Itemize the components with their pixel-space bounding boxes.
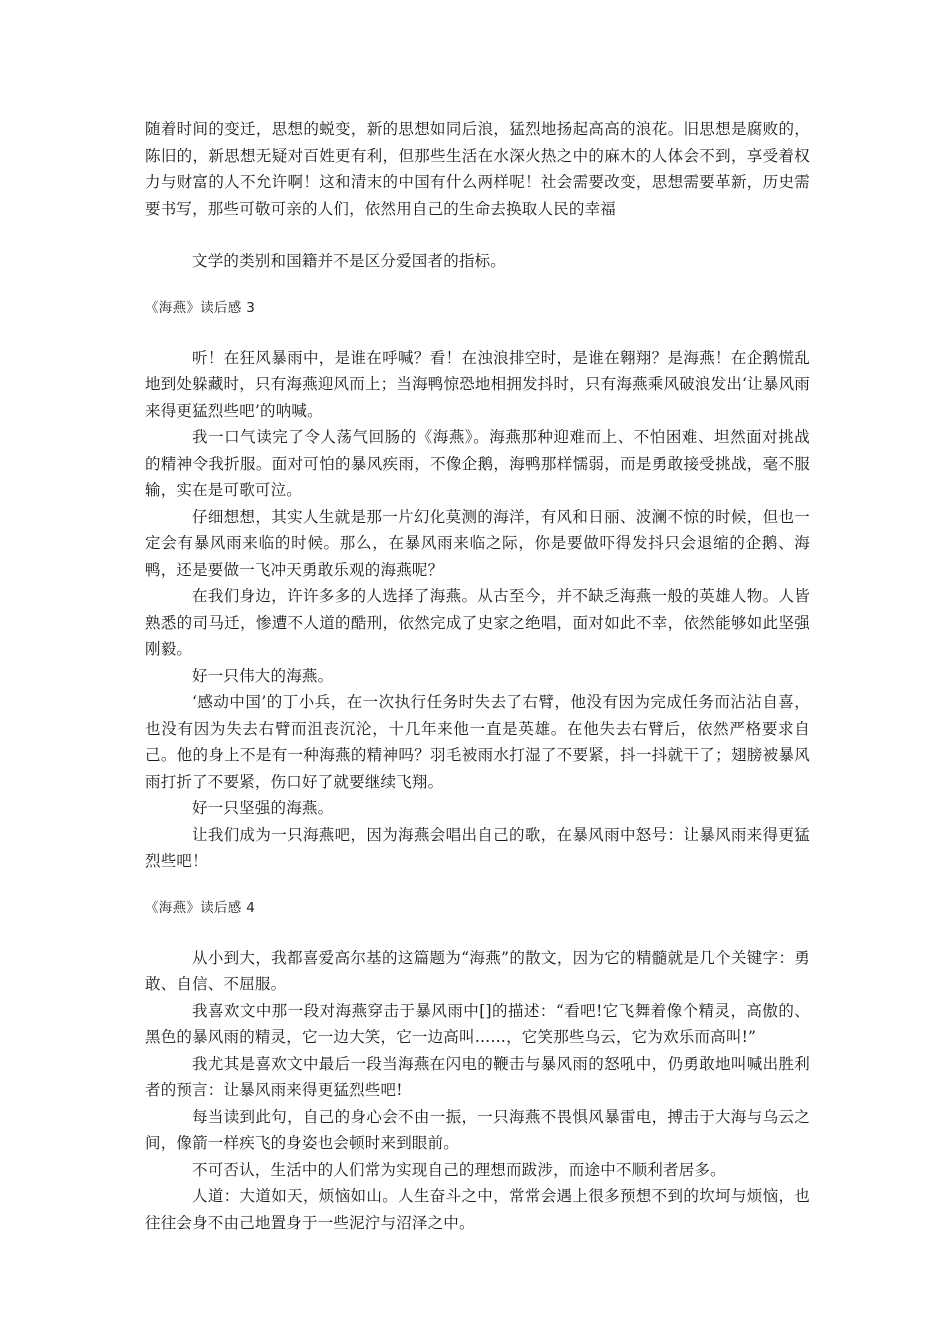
body-paragraph: ‘感动中国’的丁小兵，在一次执行任务时失去了右臂，他没有因为完成任务而沾沾自喜，也没有因为失去右臂而沮丧沉沦，十几年来他一直是英雄。在他失去右臂后，依然严格要求自己。他的身上不是有一种海燕的精神吗？羽毛被雨水打湿了不要紧，抖一抖就干了；翅膀被暴风雨打折了不要紧，伤口好了就要继续飞翔。 xyxy=(145,693,810,791)
body-paragraph: 好一只坚强的海燕。 xyxy=(192,799,334,817)
body-paragraph: 人道：大道如天，烦恼如山。人生奋斗之中，常常会遇上很多预想不到的坎坷与烦恼，也往往会身不由己地置身于一些泥泞与沼泽之中。 xyxy=(145,1187,810,1232)
section-heading: 《海燕》读后感 3 xyxy=(145,299,256,316)
body-paragraph: 仔细想想，其实人生就是那一片幻化莫测的海洋，有风和日丽、波澜不惊的时候，但也一定会有暴风雨来临的时候。那么，在暴风雨来临之际，你是要做吓得发抖只会退缩的企鹅、海鸭，还是要做一飞冲天勇敢乐观的海燕呢？ xyxy=(145,507,810,579)
spacer xyxy=(145,319,810,345)
body-paragraph: 不可否认，生活中的人们常为实现自己的理想而跋涉，而途中不顺利者居多。 xyxy=(192,1160,726,1179)
body-paragraph: 我一口气读完了令人荡气回肠的《海燕》。海燕那种迎难而上、不怕困难、坦然面对挑战的精神令我折服。面对可怕的暴风疾雨，不像企鹅，海鸭那样懦弱，而是勇敢接受挑战，毫不服输，实在是可歌可泣。 xyxy=(145,428,810,499)
body-paragraph: 我尤其是喜欢文中最后一段当海燕在闪电的鞭击与暴风雨的怒吼中，仍勇敢地叫喊出胜利者的预言：让暴风雨来得更猛烈些吧! xyxy=(145,1054,810,1099)
body-paragraph: 我喜欢文中那一段对海燕穿击于暴风雨中[]的描述：“看吧!它飞舞着像个精灵，高傲的、黑色的暴风雨的精灵，它一边大笑，它一边高叫……，它笑那些乌云，它为欢乐而高叫!” xyxy=(145,1001,810,1046)
spacer xyxy=(145,875,810,897)
section-4 xyxy=(145,897,810,1237)
body-paragraph: 让我们成为一只海燕吧，因为海燕会唱出自己的歌，在暴风雨中怒号：让暴风雨来得更猛烈些吧！ xyxy=(145,825,810,870)
spacer xyxy=(145,919,810,945)
spacer xyxy=(145,222,810,248)
body-paragraph: 好一只伟大的海燕。 xyxy=(192,666,334,685)
body-paragraph: 听！在狂风暴雨中，是谁在呼喊？看！在浊浪排空时，是谁在翱翔？是海燕！在企鹅慌乱地到处躲藏时，只有海燕迎风而上；当海鸭惊恐地相拥发抖时，只有海燕乘风破浪发出‘让暴风雨来得更猛烈些吧’的呐喊。 xyxy=(145,348,810,420)
section-3 xyxy=(145,297,810,875)
intro-paragraph: 文学的类别和国籍并不是区分爱国者的指标。 xyxy=(192,252,507,270)
intro-paragraph: 随着时间的变迁，思想的蜕变，新的思想如同后浪，猛烈地扬起高高的浪花。旧思想是腐败的，陈旧的，新思想无疑对百姓更有利，但那些生活在水深火热之中的麻木的人体会不到，享受着权力与财富的人不允许啊！这和清末的中国有什么两样呢！社会需要改变，思想需要革新，历史需要书写，那些可敬可亲的人们，依然用自己的生命去换取人民的幸福 xyxy=(145,120,810,218)
body-paragraph: 每当读到此句，自己的身心会不由一振，一只海燕不畏惧风暴雷电，搏击于大海与乌云之间，像箭一样疾飞的身姿也会顿时来到眼前。 xyxy=(145,1107,810,1152)
section-heading: 《海燕》读后感 4 xyxy=(145,899,256,916)
body-paragraph: 从小到大，我都喜爱高尔基的这篇题为“海燕”的散文，因为它的精髓就是几个关键字：勇敢、自信、不屈服。 xyxy=(145,948,810,993)
spacer xyxy=(145,275,810,297)
body-paragraph: 在我们身边，许许多多的人选择了海燕。从古至今，并不缺乏海燕一般的英雄人物。人皆熟悉的司马迁，惨遭不人道的酷刑，依然完成了史家之绝唱，面对如此不幸，依然能够如此坚强刚毅。 xyxy=(145,587,810,658)
document-page xyxy=(145,116,810,1236)
